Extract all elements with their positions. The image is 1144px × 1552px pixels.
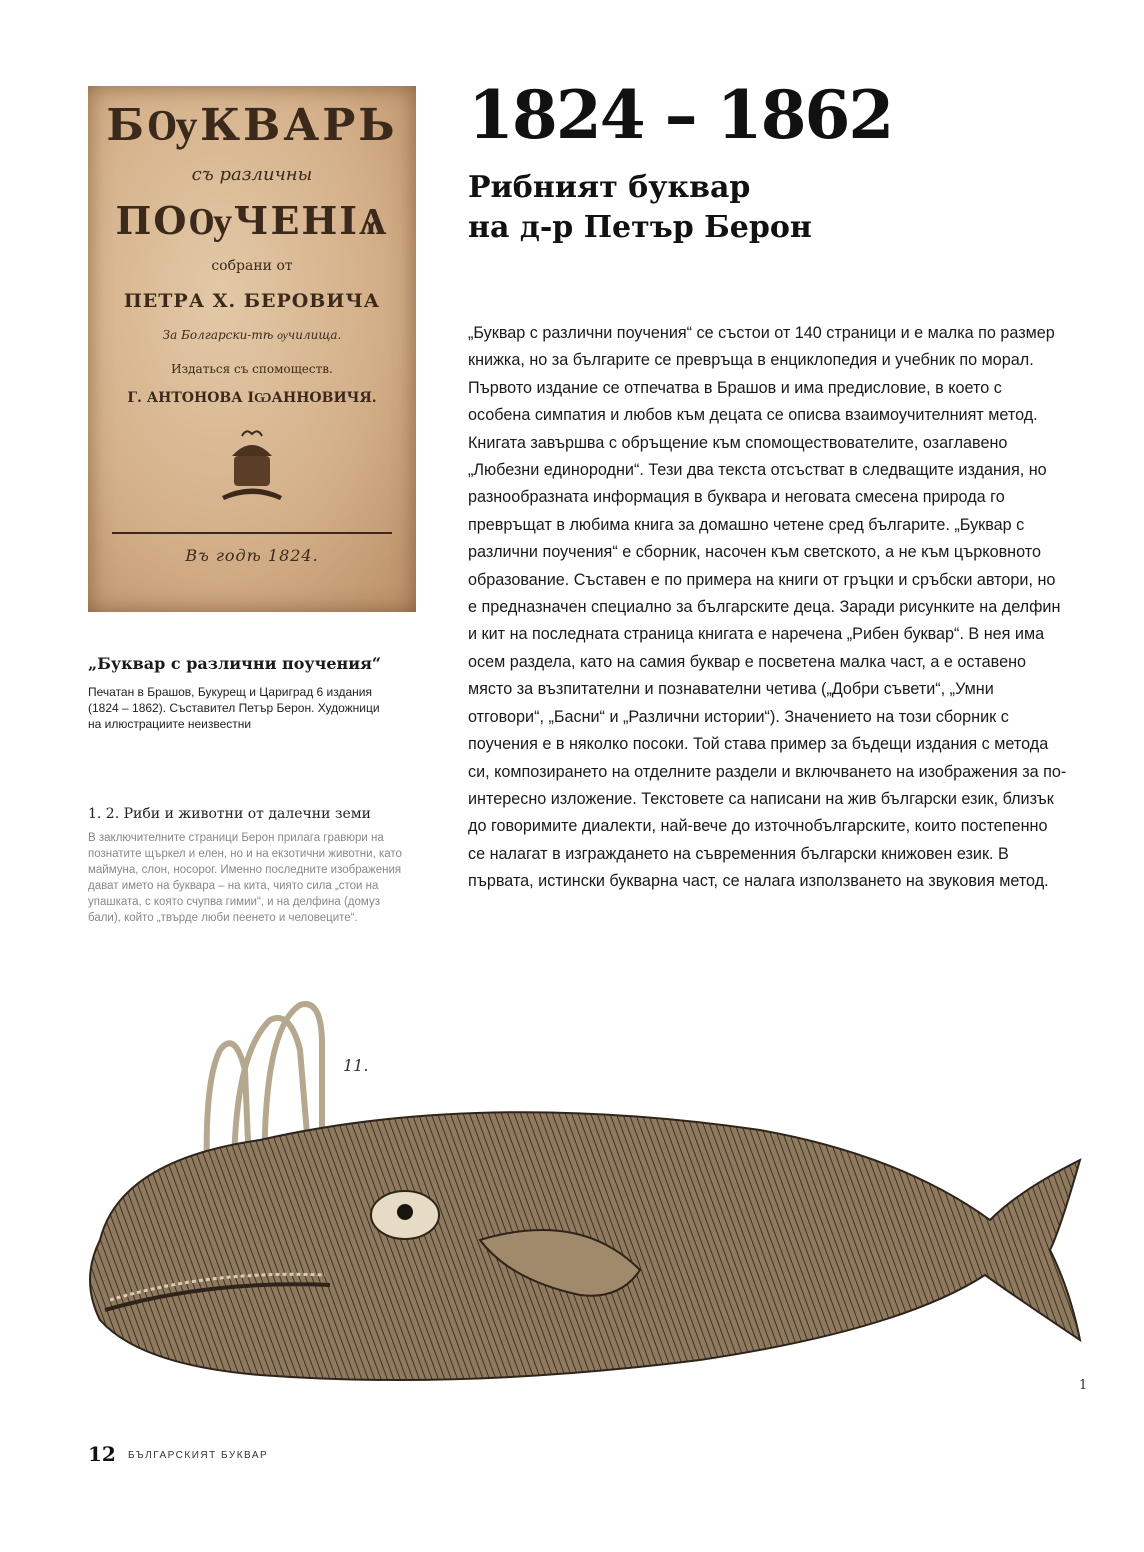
cover-year: Въ годѣ 1824. bbox=[185, 546, 319, 565]
figure-number: 1 bbox=[1079, 1378, 1088, 1393]
body-paragraph: „Буквар с различни поучения“ се състои от 140 страници и е малка по размер книжка, но за българите се превръща в енциклопедия и учебник по морал. Първото издание се отпечатва в Брашов и има предисловие, в което с особена симпатия и любов към децата се описва взаимоучителният метод. Книгата завършва с обръщение към спомоществователите, озаглавено „Любезни единородни“. Тези два текста отсъстват в следващите издания, но разнообразната информация в буквара и неговата смесена природа го превръщат в любима книга за домашно четене сред българите. „Буквар с различни поучения“ е сборник, насочен към светското, а не към църковното образование. Съставен е по примера на книги от гръцки и сръбски автори, но е предназначен специално за българските деца. Заради рисунките на делфин и кит на последната страница книгата е наречена „Рибен буквар“. В нея има осем раздела, като на самия буквар е посветена малка част, а е оставено място за възпитателни и познавателни четива („Добри съвети“, „Умни отговори“, „Басни“ и „Различни истории“). Значението на този сборник с поучения е в няколко посоки. Той става пример за бъдещи издания с метода си, композирането на отделните раздели и включването на изображения за по-интересно изложение. Текстовете са написани на жив български език, близък до говоримите диалекти, най-вече до източнобългарските, които постепенно се налагат в изграждането на съвременния български книжовен език. В първата, истински букварна част, се налага използването на звуковия метод. bbox=[468, 324, 1067, 891]
plate-number: 11. bbox=[343, 1056, 369, 1075]
whale-engraving-icon bbox=[60, 990, 1120, 1410]
subtitle-line-1: Рибният буквар bbox=[468, 170, 751, 205]
cover-title: БѸКВАРЬ bbox=[106, 100, 398, 151]
book-cover-image bbox=[88, 86, 416, 612]
cover-title-2: ПОѸЧЕНІѦ bbox=[115, 198, 389, 243]
cover-subtitle: съ различны bbox=[191, 164, 313, 185]
caption-title: „Буквар с различни поучения“ bbox=[88, 654, 382, 673]
running-head: БЪЛГАРСКИЯТ БУКВАР bbox=[128, 1450, 269, 1461]
cover-line-4: Издаться съ спомоществ. bbox=[171, 362, 333, 376]
cover-line-3: За Болгарски-тѣ ѹчилища. bbox=[162, 328, 342, 342]
years-heading: 1824 – 1862 bbox=[468, 76, 893, 154]
caption-text: Печатан в Брашов, Букурещ и Цариград 6 издания (1824 – 1862). Съставител Петър Берон. Художници на илюстрациите неизвестни bbox=[88, 685, 380, 731]
page-number: 12 bbox=[88, 1442, 116, 1466]
subtitle-line-2: на д-р Петър Берон bbox=[468, 210, 812, 245]
section-text: В заключителните страници Берон прилага гравюри на познатите щъркел и елен, но и на екзотични животни, като маймуна, слон, носорог. Именно последните изображения дават името на буквара – на кита, чиято сила „стои на упашката, с която счупва гимии“, и на делфина (домуз бали), който „твърде люби пеенето и человеците“. bbox=[88, 832, 402, 924]
cover-rule bbox=[112, 532, 392, 534]
subtitle-heading bbox=[468, 168, 1028, 248]
cover-line-2: ПЕТРА Х. БЕРОВИЧА bbox=[123, 290, 381, 312]
section-title: 1. 2. Риби и животни от далечни земи bbox=[88, 806, 372, 822]
cover-line-5: Г. АНТОНОВА ІѠАННОВИЧЯ. bbox=[127, 390, 377, 406]
cover-line-1: собрани от bbox=[211, 258, 293, 274]
cover-vignette-icon bbox=[202, 426, 302, 506]
